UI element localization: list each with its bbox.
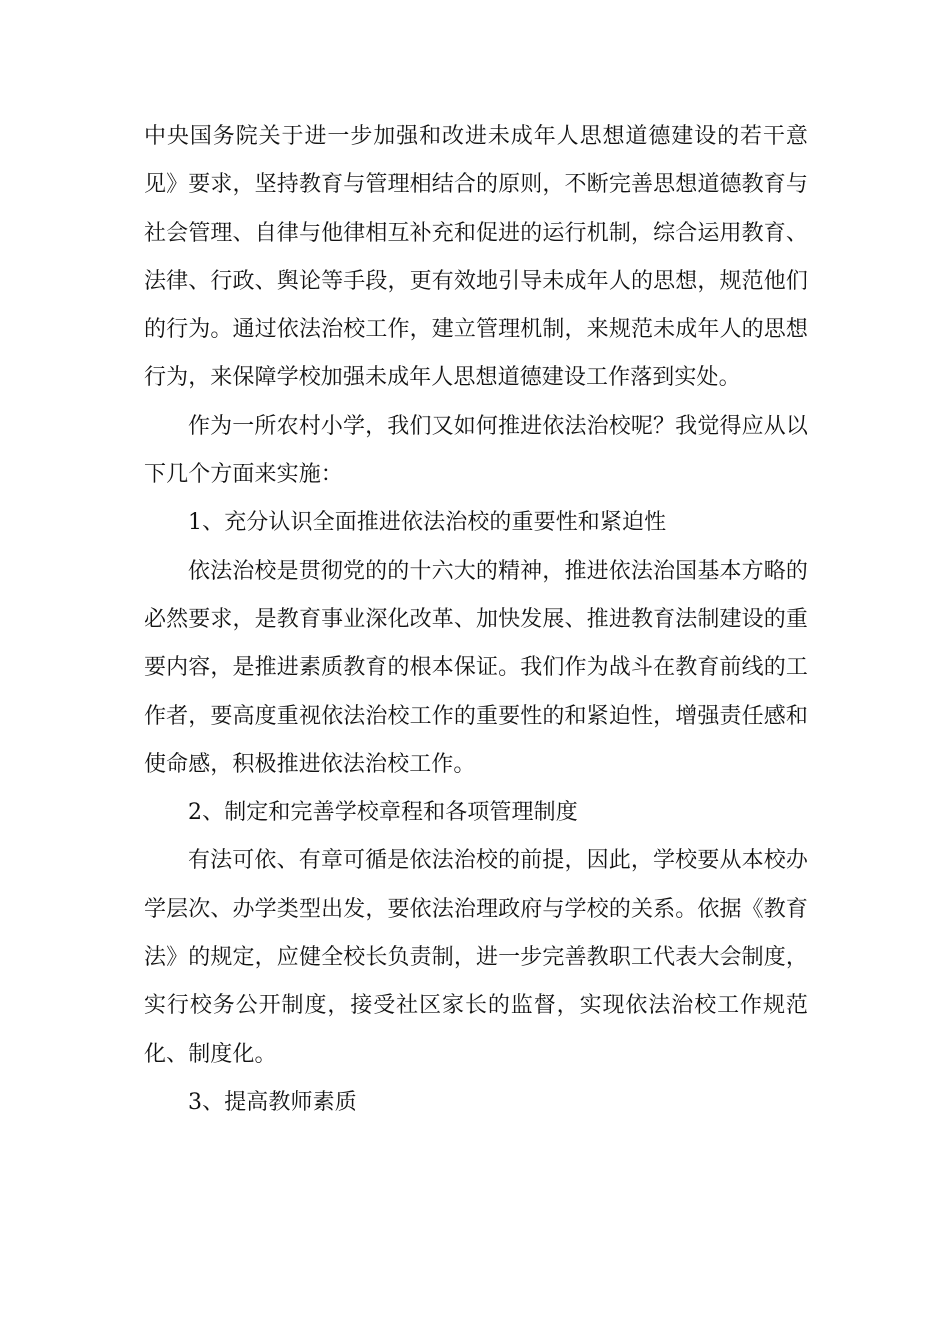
section-heading: 1、充分认识全面推进依法治校的重要性和紧迫性 <box>188 510 667 536</box>
section-heading: 3、提高教师素质 <box>188 1089 357 1115</box>
document-page <box>144 113 808 1127</box>
body-paragraph: 作为一所农村小学，我们又如何推进依法治校呢？我觉得应从以下几个方面来实施： <box>144 413 808 488</box>
body-paragraph: 有法可依、有章可循是依法治校的前提，因此，学校要从本校办学层次、办学类型出发，要依法治理政府与学校的关系。依据《教育法》的规定，应健全校长负责制，进一步完善教职工代表大会制度，实行校务公开制度，接受社区家长的监督，实现依法治校工作规范化、制度化。 <box>144 848 808 1067</box>
section-heading: 2、制定和完善学校章程和各项管理制度 <box>188 800 578 826</box>
body-paragraph: 依法治校是贯彻党的的十六大的精神，推进依法治国基本方略的必然要求，是教育事业深化改革、加快发展、推进教育法制建设的重要内容，是推进素质教育的根本保证。我们作为战斗在教育前线的工作者，要高度重视依法治校工作的重要性的和紧迫性，增强责任感和使命感，积极推进依法治校工作。 <box>144 558 808 777</box>
body-paragraph: 中央国务院关于进一步加强和改进未成年人思想道德建设的若干意见》要求，坚持教育与管理相结合的原则，不断完善思想道德教育与社会管理、自律与他律相互补充和促进的运行机制，综合运用教育、法律、行政、舆论等手段，更有效地引导未成年人的思想，规范他们的行为。通过依法治校工作，建立管理机制，来规范未成年人的思想行为，来保障学校加强未成年人思想道德建设工作落到实处。 <box>144 124 808 391</box>
